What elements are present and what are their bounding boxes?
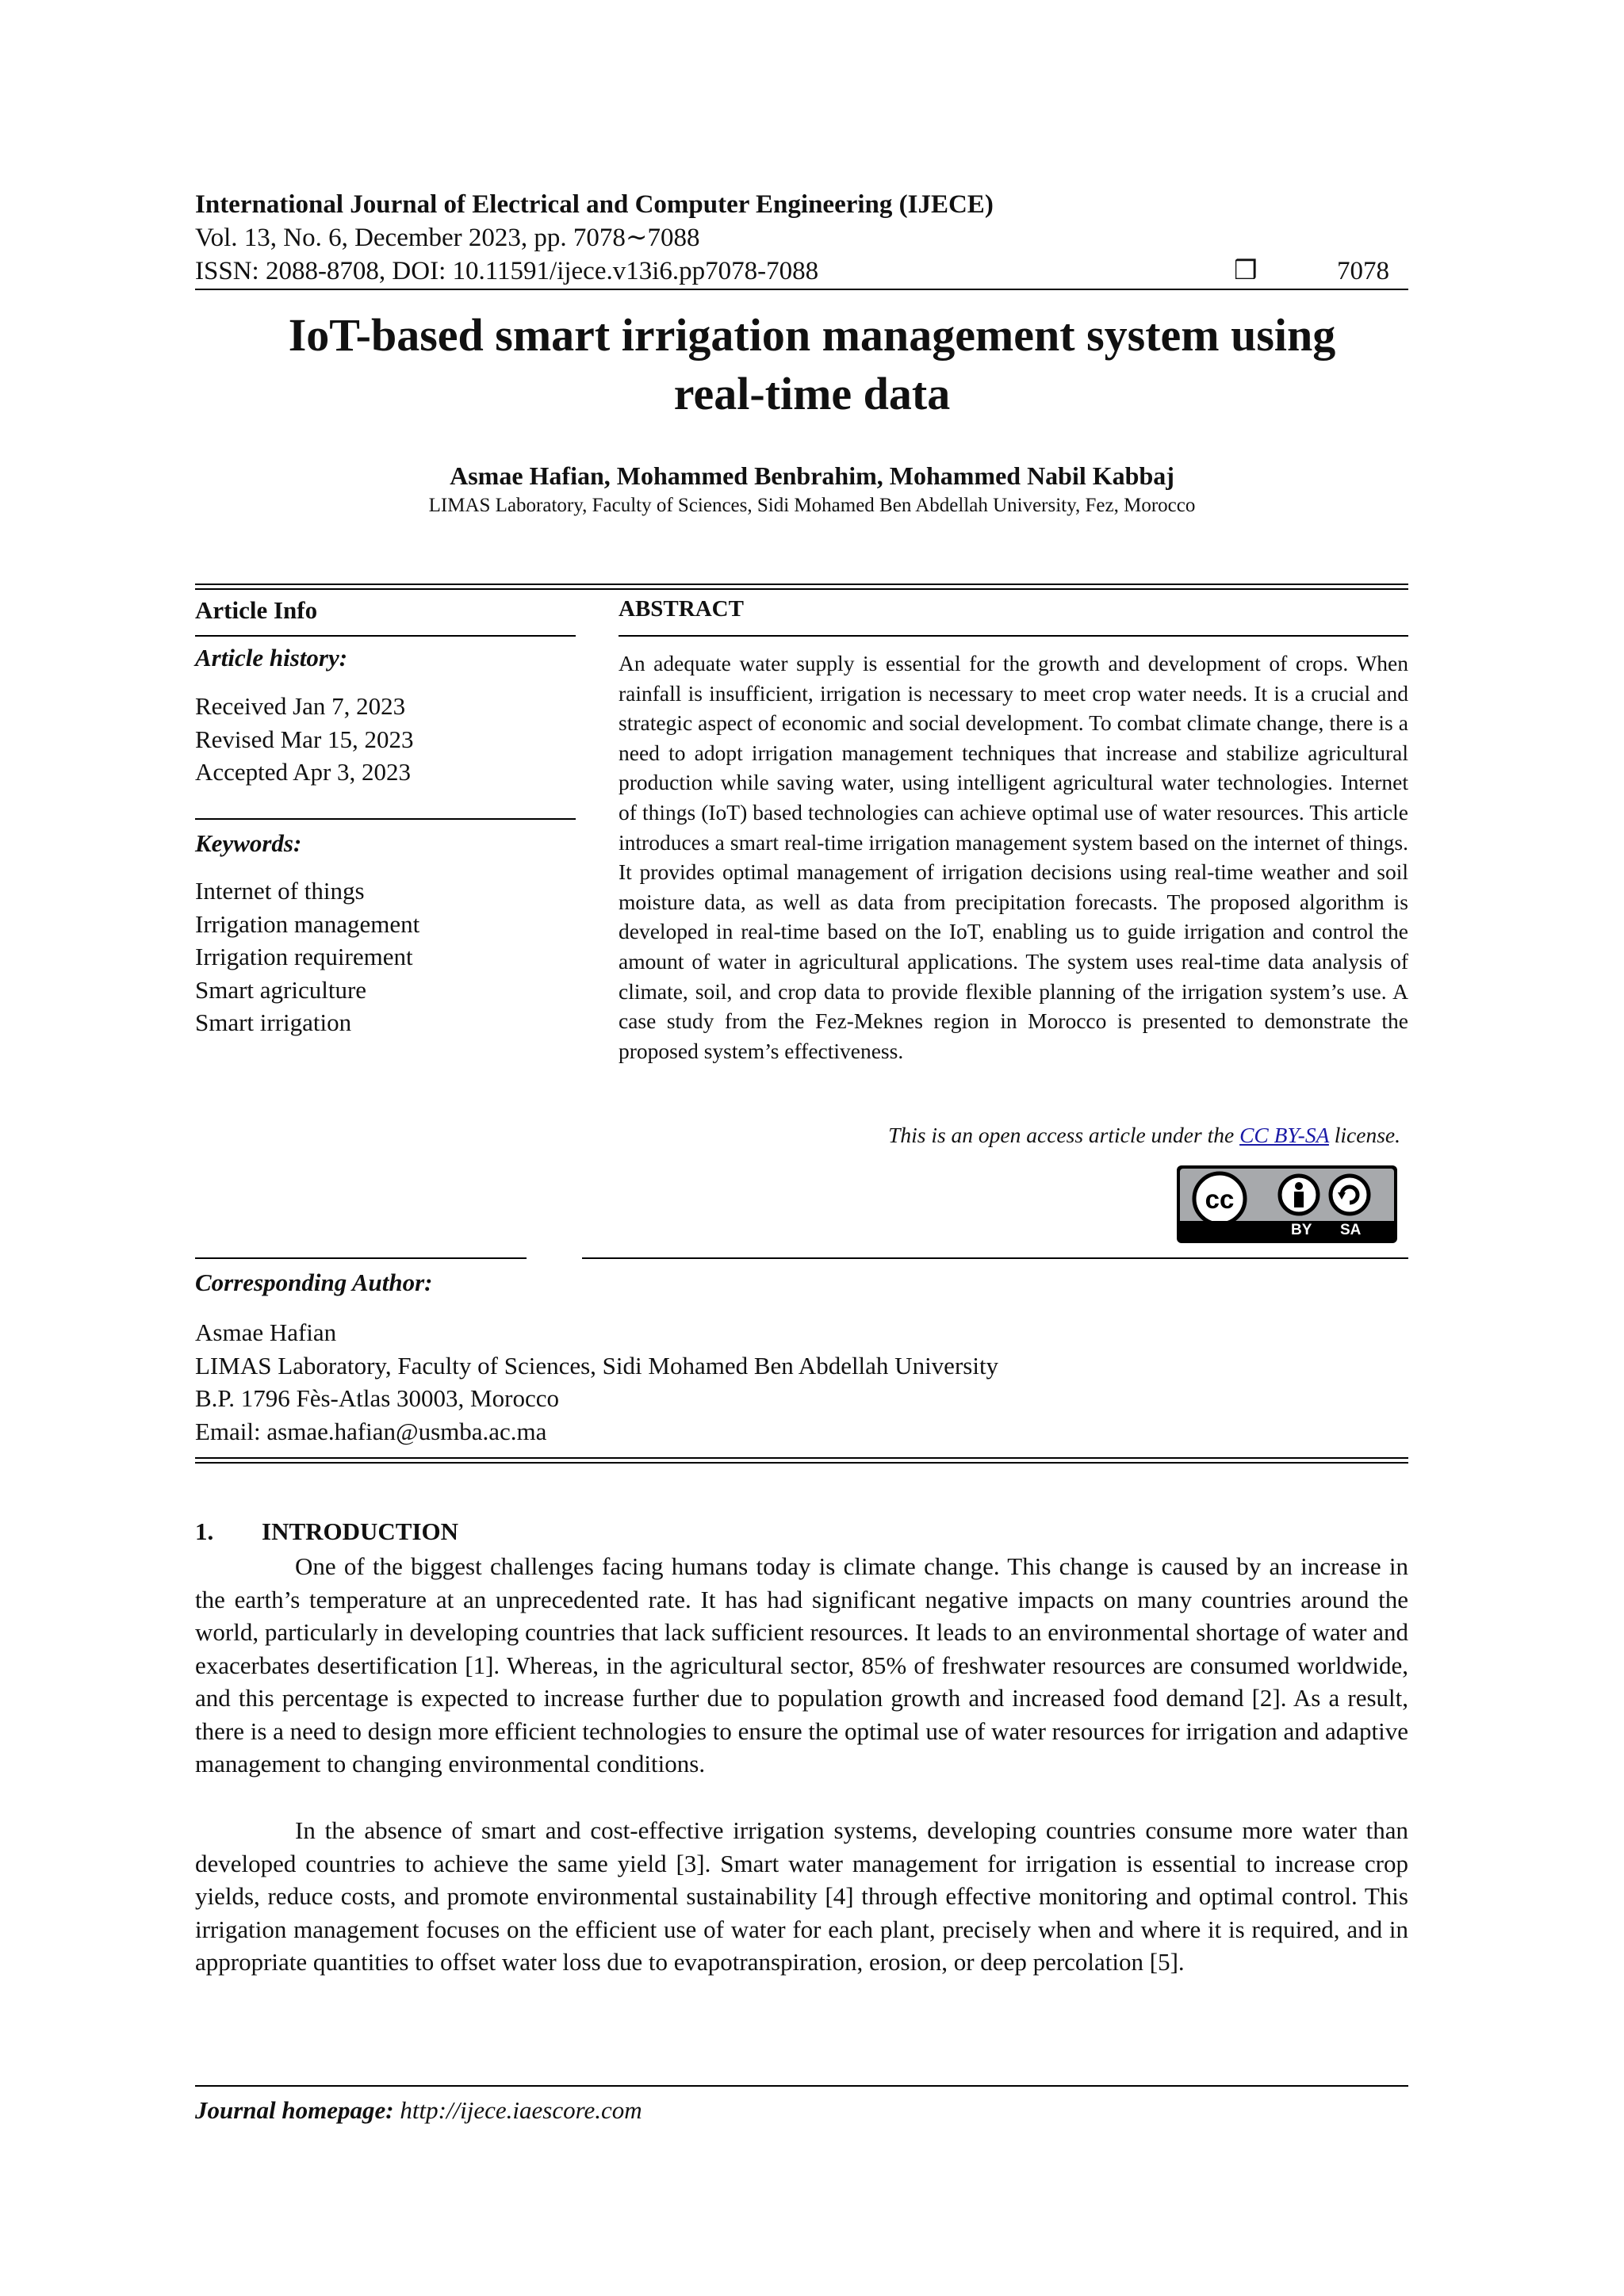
received-date: Received Jan 7, 2023 <box>195 692 406 720</box>
homepage-link[interactable]: http://ijece.iaescore.com <box>400 2096 642 2124</box>
paper-title <box>195 306 1429 423</box>
title-line-2: real-time data <box>673 368 951 419</box>
by-label: BY <box>1291 1222 1312 1238</box>
corr-name: Asmae Hafian <box>195 1318 337 1346</box>
license-suffix: license. <box>1334 1123 1400 1147</box>
article-info-heading: Article Info <box>195 596 318 624</box>
abstract-text: An adequate water supply is essential for the growth and development of crops. When rainfall is insufficient, irrigation is necessary to meet crop water needs. It is a crucial and strategic aspect of economic and social development. To combat climate change, there is a need to adopt irrigation management techniques that increase and stabilize agricultural production while saving water, using intelligent agricultural water technologies. Internet of things (IoT) based technologies can achieve optimal use of water resources. This article introduces a smart real-time irrigation management system based on the internet of things. It provides optimal management of irrigation decisions using real-time weather and soil moisture data, as well as data from precipitation forecasts. The proposed algorithm is developed in real-time based on the IoT, enabling us to guide irrigation and control the amount of water in agricultural applications. The system uses real-time data analysis of climate, soil, and crop data to provide flexible planning of the irrigation system’s use. A case study from the Fez-Meknes region in Morocco is presented to demonstrate the proposed system’s effectiveness. <box>619 651 1408 1063</box>
abstract-heading: ABSTRACT <box>619 596 744 622</box>
corr-rule-right <box>582 1257 1408 1259</box>
journal-homepage <box>195 2096 642 2125</box>
keywords-heading: Keywords: <box>195 829 302 857</box>
issn-doi: ISSN: 2088-8708, DOI: 10.11591/ijece.v13i6.pp7078-7088 <box>195 257 819 285</box>
corresponding-heading: Corresponding Author: <box>195 1269 433 1296</box>
volume-info: Vol. 13, No. 6, December 2023, pp. 7078∼7088 <box>195 224 700 252</box>
corr-bottom-rule-2 <box>195 1462 1408 1464</box>
article-history-heading: Article history: <box>195 644 348 672</box>
journal-name: International Journal of Electrical and Computer Engineering (IJECE) <box>195 190 994 219</box>
keyword-item: Irrigation requirement <box>195 943 413 970</box>
accepted-date: Accepted Apr 3, 2023 <box>195 758 412 786</box>
keyword-item: Irrigation management <box>195 909 420 938</box>
abstract-rule <box>619 635 1408 637</box>
header-rule <box>195 289 1408 290</box>
footer-rule <box>195 2085 1408 2087</box>
cc-mark: cc <box>1205 1184 1235 1214</box>
section-number: 1. <box>195 1517 214 1545</box>
info-top-rule-2 <box>195 588 1408 590</box>
homepage-label: Journal homepage: <box>195 2096 394 2124</box>
keywords-list <box>195 874 419 1039</box>
info-top-rule-1 <box>195 584 1408 585</box>
page-number: 7078 <box>1337 257 1389 285</box>
affiliation: LIMAS Laboratory, Faculty of Sciences, Sidi Mohamed Ben Abdellah University, Fez, Morocco <box>428 495 1196 516</box>
revised-date: Revised Mar 15, 2023 <box>195 725 414 753</box>
corr-affiliation: LIMAS Laboratory, Faculty of Sciences, Sidi Mohamed Ben Abdellah University <box>195 1351 999 1380</box>
intro-paragraph-1: One of the biggest challenges facing humans today is climate change. This change is caused by an increase in the earth’s temperature at an unprecedented rate. It has had significant negative impacts on many countries around the world, particularly in developing countries that lack sufficient resources. It leads to an environmental shortage of water and exacerbates desertification [1]. Whereas, in the agricultural sector, 85% of freshwater resources are consumed worldwide, and this percentage is expected to increase further due to population growth and increased food demand [2]. As a result, there is a need to design more efficient technologies to ensure the optimal use of water resources for irrigation and adaptive management to changing environmental conditions. <box>195 1552 1408 1777</box>
corr-address: B.P. 1796 Fès-Atlas 30003, Morocco <box>195 1384 559 1412</box>
corr-email: Email: asmae.hafian@usmba.ac.ma <box>195 1417 547 1445</box>
license-note <box>619 1123 1400 1148</box>
intro-heading <box>195 1517 459 1546</box>
corr-rule-left <box>195 1257 527 1259</box>
license-link[interactable]: CC BY-SA <box>1239 1123 1329 1147</box>
sa-label: SA <box>1340 1222 1362 1238</box>
keyword-item: Smart agriculture <box>195 975 367 1004</box>
article-info-rule <box>195 635 576 637</box>
keywords-rule <box>195 818 576 820</box>
article-history-list <box>195 690 414 789</box>
square-icon: ❒ <box>1234 257 1258 285</box>
corresponding-details <box>195 1316 998 1448</box>
keyword-item: Smart irrigation <box>195 1008 352 1036</box>
title-line-1: IoT-based smart irrigation management system using <box>288 309 1336 361</box>
corr-bottom-rule-1 <box>195 1457 1408 1459</box>
intro-paragraph-2: In the absence of smart and cost-effective irrigation systems, developing countries consume more water than developed countries to achieve the same yield [3]. Smart water management for irrigation is essential to increase crop yields, reduce costs, and promote environmental sustainability [4] through effective monitoring and optimal control. This irrigation management focuses on the efficient use of water for each plant, precisely when and where it is required, and in appropriate quantities to offset water loss due to evapotranspiration, erosion, or deep percolation [5]. <box>195 1816 1408 1976</box>
license-prefix: This is an open access article under the <box>888 1123 1235 1147</box>
cc-logo-icon <box>1180 1169 1394 1221</box>
cc-by-sa-badge[interactable] <box>1177 1165 1397 1243</box>
keyword-item: Internet of things <box>195 877 365 905</box>
authors: Asmae Hafian, Mohammed Benbrahim, Mohammed Nabil Kabbaj <box>450 461 1174 490</box>
section-title: INTRODUCTION <box>262 1517 459 1545</box>
